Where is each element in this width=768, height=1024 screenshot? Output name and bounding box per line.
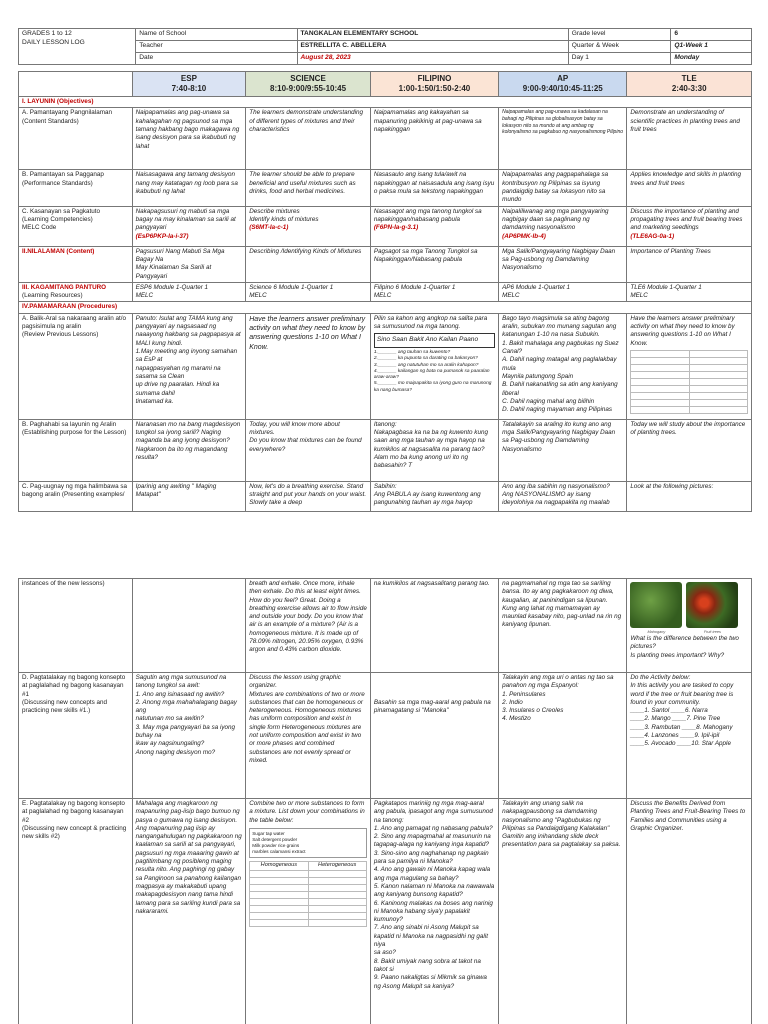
row-label-pagugnay: C. Pag-uugnay ng mga halimbawa sa bagong aralin (Presenting examples/	[19, 481, 133, 511]
cell-balik-ap: Bago tayo magsimula sa ating bagong aralin, subukan mo munang sagutan ang katanungan 1-10 na nasa Subukin. 1. Bakit mahalaga ang pagbukas ng Suez Canal? A. Dahil naging matagal ang paglalakbay mula Maynila patungong Spain B. Dahil nakanatling sa atin ang kaniyang liberal C. Dahil naging mahal ang bilihin D. Dahil naging mayaman ang Pilipinas	[499, 313, 627, 419]
cell-e-sci: Combine two or more substances to form a mixture. List down your combinations in the table below: Sugar tap water Salt detergent powder Milk powder rice grains marbles calamansi extract Homogeneous Heterogeneous	[246, 799, 371, 1024]
cell-b-sci: The learner should be able to prepare beneficial and useful mixtures such as drinks, food and herbal medicines.	[246, 170, 371, 206]
header-table	[18, 28, 752, 65]
mahogany-tree-image	[630, 582, 682, 628]
cell-nil-tle: Importance of Planting Trees	[627, 246, 752, 282]
cell-balik-fil: Pilin sa kahon ang angkop na salita para sa sumusunod na mga tanong. Sino Saan Bakit Ano Kailan Paano 1._______ ang tauhan sa kuwento? 2._______ ka pupunta sa darating na bakasyon? 3._______ ang natutuhan mo sa aralin kahapon? 4._______ kailangan ng bata na pumasok sa paaralan araw-araw? 5._______ mo maipapakita sa iyong guro na marunong ka nang bumasa?	[370, 313, 498, 419]
day-value: Monday	[671, 53, 752, 65]
cell-a-tle: Demonstrate an understanding of scientific practices in planting trees and fruit trees	[627, 108, 752, 170]
cell-ugn-esp-cont	[132, 579, 246, 673]
cell-kag-ap: AP6 Module 1-Quartet 1 MELC	[499, 282, 627, 302]
mixture-table: Homogeneous Heterogeneous	[249, 861, 367, 926]
cell-b-fil: Nasasaulo ang isang tula/awit na napakinggan at naisasadula ang isang isyu o paksa mula sa tekstong napakinggan	[370, 170, 498, 206]
fruit-tree-image	[686, 582, 738, 628]
cell-b-ap: Naipapamalas ang pagpapahalaga sa kontribusyon ng Pilipinas sa isyung pandaigdig batay sa lokasyon nito sa mundo	[499, 170, 627, 206]
row-label-d: D. Pagtatalakay ng bagong konsepto at paglalahad ng bagong kasanayan #1 (Discussing new concepts and practicing new skills #1.)	[19, 673, 133, 799]
subject-filipino: FILIPINO 1:00-1:50/1:50-2:40	[370, 72, 498, 97]
quarter-label: Quarter & Week	[568, 41, 671, 53]
cell-ugn-tle-cont: Mahogany Fruit trees What is the difference between the two pictures? Is planting trees important? Why?	[627, 579, 752, 673]
row-label-a: A. Pamantayang Pangnilalaman (Content Standards)	[19, 108, 133, 170]
cell-c-esp: Nakapagsusuri ng mabuti sa mga bagay na may kinalaman sa sarili at pangyayari (EsP6PKP-Ia-i-37)	[132, 206, 246, 246]
cell-e-tle: Discuss the Benefits Derived from Planting Trees and Fruit-Bearing Trees to Families and Communities using a Graphic Organizer.	[627, 799, 752, 1024]
cell-kag-tle: TLE6 Module 1-Quarter 1 MELC	[627, 282, 752, 302]
subject-science: SCIENCE 8:10-9:00/9:55-10:45	[246, 72, 371, 97]
cell-c-tle: Discuss the importance of planting and propagating trees and fruit bearing trees and marketing seedlings (TLE6AG-0a-1)	[627, 206, 752, 246]
what-i-know-table	[630, 350, 748, 414]
subject-esp: ESP 7:40-8:10	[132, 72, 246, 97]
cell-c-fil: Nasasagot ang mga tanong tungkol sa napakinggan/nabasang pabula (F6PN-Ia-g-3.1)	[370, 206, 498, 246]
cell-ugn-sci: Now, let's do a breathing exercise. Stand straight and put your hands on your waist. Slowly take a deep	[246, 481, 371, 511]
log-title: GRADES 1 to 12 DAILY LESSON LOG	[19, 29, 136, 65]
teacher-label: Teacher	[136, 41, 297, 53]
cell-a-ap: Naipapamalas ang pag-unawa sa kadalasan na bahagi ng Pilipinas sa globalisasyon batay sa lokasyon nito sa mundo at ang ambag ng kolonyalismo sa pagkabuo ng nasyonalismong Pilipino	[499, 108, 627, 170]
date-label: Date	[136, 53, 297, 65]
cell-nil-ap: Mga Salik/Pangyayaring Nagbigay Daan sa Pag-usbong ng Damdaming Nasyonalismo	[499, 246, 627, 282]
row-label-balik: A. Balik-Aral sa nakaraang aralin at/o pagsisimula ng aralin (Review Previous Lessons)	[19, 313, 133, 419]
cell-d-ap: Talakayin ang mga uri o antas ng tao sa panahon ng mga Espanyol: 1. Peninsulares 2. Indio 3. Insulares o Creoles 4. Mestizo	[499, 673, 627, 799]
grade-label: Grade level	[568, 29, 671, 41]
blank-corner	[19, 72, 133, 97]
cell-nil-esp: Pagsusuri Nang Mabuti Sa Mga Bagay Na May Kinalaman Sa Sarili at Pangyayari	[132, 246, 246, 282]
cell-ugn-ap: Ano ang iba sabihin ng nasyonalismo? Ang NASYONALISMO ay isang ideyolohiya na nagpapakita ng maalab	[499, 481, 627, 511]
cell-pag-ap: Tatalakayin sa araling ito kung ano ang mga Salik/Pangyayaring Nagbigay Daan sa Pag-usbong ng Damdaming Nasyonalismo	[499, 419, 627, 481]
cell-a-sci: The learners demonstrate understanding of different types of mixtures and their characteristics	[246, 108, 371, 170]
fil-questions: 1._______ ang tauhan sa kuwento? 2._______ ka pupunta sa darating na bakasyon? 3._______ ang natutuhan mo sa aralin kahapon? 4._______ kailangan ng bata na pumasok sa paaralan araw-araw? 5._______ mo maipapakita sa iyong guro na marunong ka nang bumasa?	[373, 350, 492, 393]
cell-e-fil: Pagkatapos mariniig ng mga mag-aaral ang pabula, ipasagot ang mga sumusunod na tanong: 1. Ano ang pamagat ng nabasang pabula? 2. Sino ang mapagmahal at masunurin na tagapag-alaga ng kaniyang inga kapatid? 3. Sino-sino ang naghahanap ng pagkain para sa pamilya ni Manoka? 4. Ano ang gawain ni Manoka kapag wala ang mga magulang sa bahay? 5. Kanon nalaman ni Manoka na nawawala ang kaniyang bunsong kapatid? 6. Kaninong malakas na boses ang narinig ni Manoka habang siya'y papalakit kumunoy? 7. Ano ang sinabi ni Asong Malupit sa kapatid ni Manoka na nagpasidhi ng galit niya sa aso? 8. Bakit umiyak nang sobra at takot na takot si 9. Paano nakaligtas si Mikmik sa ginawa ng Asong Malupit sa kaniya?	[370, 799, 498, 1024]
cell-ugn-sci-cont: breath and exhale. Once more, inhale then exhale. Do this at least eight times. How do you feel? Great. Doing a breathing exercise allows air to flow inside and outside your body. Do you know that air is an example of a mixture? (Air is a homogeneous mixture. It is made up of 78.09% nitrogen, 20.95% oxygen, 0.93% argon and 0.43% carbon dioxide.	[246, 579, 371, 673]
cell-kag-fil: Filipino 6 Module 1-Quarter 1 MELC	[370, 282, 498, 302]
cell-b-tle: Applies knowledge and skills in planting trees and fruit trees	[627, 170, 752, 206]
cell-ugn-fil: Sabihin: Ang PABULA ay isang kuwentong ang pangunahing tauhan ay mga hayop	[370, 481, 498, 511]
row-label-kagamitang: III. KAGAMITANG PANTURO (Learning Resources)	[19, 282, 133, 302]
cell-kag-sci: Science 6 Module 1-Quarter 1 MELC	[246, 282, 371, 302]
cell-a-fil: Naipamamalas ang kakayahan sa mapanuring pakikinig at pag-unawa sa napakinggan	[370, 108, 498, 170]
cell-balik-tle: Have the learners answer preliminary activity on what they need to know by answering questions 1-10 on What I Know.	[627, 313, 752, 419]
section-layunin: I. LAYUNIN (Objectives)	[19, 97, 752, 108]
cell-d-tle: Do the Activity below: In this activity you are tasked to copy word if the tree or fruit bearing tree is found in your community. ____1. Santol ____6. Narra ____2. Mango ____7. Pine Tree ____3. Rambutan ____8. Mahogany ____4. Lanzones ____9. Ipil-ipil ____5. Avocado ____10. Star Apple	[627, 673, 752, 799]
cell-pag-tle: Today we will study about the importance of planting trees.	[627, 419, 752, 481]
cell-a-esp: Naipapamalas ang pag-unawa sa kahalagahan ng pagsunod sa mga tamang hakbang bago makagawa ng isang desisyon para sa ikabubuti ng lahat	[132, 108, 246, 170]
cell-b-esp: Naisasagawa ang tamang desisyon nang may katatagan ng loob para sa ikabubuti ng lahat	[132, 170, 246, 206]
cell-d-fil: Basahin sa mga mag-aaral ang pabula na pinamagatang si "Manoka"	[370, 673, 498, 799]
substance-list-box: Sugar tap water Salt detergent powder Milk powder rice grains marbles calamansi extract	[249, 828, 367, 858]
subject-tle: TLE 2:40-3:30	[627, 72, 752, 97]
school-label: Name of School	[136, 29, 297, 41]
date-value: August 28, 2023	[297, 53, 568, 65]
row-label-pagugnay-cont: instances of the new lessons)	[19, 579, 133, 673]
section-pamamaraan: IV.PAMAMARAAN (Procedures)	[19, 302, 752, 313]
cell-pag-fil: Itanong: Nakapagbasa ka na ba ng kuwento kung saan ang mga tauhan ay mga hayop na kumikilos at nagsasalita na parang tao? Alam mo ba kung anong uri ito ng babasahin? T	[370, 419, 498, 481]
lesson-log-page-2	[18, 578, 752, 1024]
cell-d-esp: Sagutin ang mga sumusunod na tanong tungkol sa awit: 1. Ano ang isinasaad ng awitin? 2. Anong mga mahahalagang bagay ang natutunan mo sa awitin? 3. May mga pangyayari ba sa iyong buhay na ikaw ay nagsinungaling? Anong naging desisyon mo?	[132, 673, 246, 799]
lesson-log-page-1	[18, 28, 752, 558]
cell-e-esp: Mahalaga ang magkaroon ng mapanuring pag-iisip bago bumuo ng pasya o gumawa ng isang desisyon. Ang mapanuring pag iisip ay nangangahulugan ng pagkakaroon ng kaalaman sa sarili at sa pangyayari, pagsusuri ng mga maaaring gawin at pagtitimbang ng posibleng maging resulta nito. Ang paghingi ng gabay sa Panginoon sa panahong kailangan magpasya ay makakabuti upang makapagdesisyon nang tama hindi lamang para sa sariling kundi para sa nakararami.	[132, 799, 246, 1024]
cell-balik-esp: Panuto: Isulat ang TAMA kung ang pangyayari ay nagsasaad ng naaayong hakbang sa pagpapasya at MALI kung hindi. 1.May meeting ang inyong samahan sa EsP at napagpasyahan ng marami na sasama sa Clean up drive ng paaralan. Hindi ka sumama dahil tinatamad ka.	[132, 313, 246, 419]
cell-c-ap: Naipaliliwanag ang mga pangyayaring nagbigay daan sa paglinang ng damdaming nasyonalismo (AP6PMK-Ib-4)	[499, 206, 627, 246]
cell-pag-esp: Naranasan mo na bang magdesisyon tungkol sa iyong sarili? Naging maganda ba ang iyong desisyon? Nagkaroon ba ito ng magandang resulta?	[132, 419, 246, 481]
cell-pag-sci: Today, you will know more about mixtures. Do you know that mixtures can be found everywhere?	[246, 419, 371, 481]
cell-ugn-tle: Look at the following pictures:	[627, 481, 752, 511]
lesson-table	[18, 71, 752, 512]
tree-caption-2: Fruit trees	[703, 630, 721, 634]
lesson-table-continued	[18, 578, 752, 1024]
tree-caption-1: Mahogany	[647, 630, 666, 634]
grade-value: 6	[671, 29, 752, 41]
cell-ugn-fil-cont: na kumikilos at nagsasalitang parang tao.	[370, 579, 498, 673]
day-label: Day 1	[568, 53, 671, 65]
subject-ap: AP 9:00-9:40/10:45-11:25	[499, 72, 627, 97]
cell-ugn-esp: Iparinig ang awiting " Maging Matapat"	[132, 481, 246, 511]
word-box: Sino Saan Bakit Ano Kailan Paano	[374, 333, 495, 348]
cell-nil-sci: Describing /Identifying Kinds of Mixtures	[246, 246, 371, 282]
row-label-nilalaman: II.NILALAMAN (Content)	[19, 246, 133, 282]
cell-kag-esp: ESP6 Module 1-Quarter 1 MELC	[132, 282, 246, 302]
quarter-value: Q1-Week 1	[671, 41, 752, 53]
row-label-b: B. Pamantayan sa Pagganap (Performance Standards)	[19, 170, 133, 206]
cell-d-sci: Discuss the lesson using graphic organizer. Mixtures are combinations of two or more substances that can be homogeneous or heterogeneous. Homogeneous mixtures has uniform composition and exist in single form Heterogeneous mixtures are not uniform composition and exist in two or more phases and combined substances are not evenly spread or mixed.	[246, 673, 371, 799]
row-label-c: C. Kasanayan sa Pagkatuto (Learning Competencies) MELC Code	[19, 206, 133, 246]
row-label-paghahabi: B. Paghahabi sa layunin ng Aralin (Establishing purpose for the Lesson)	[19, 419, 133, 481]
cell-e-ap: Talakayin ang unang salik na nakapagpausbong sa damdaming nasyonalismo ang "Pagbubukas ng Pilipinas sa Pandaigdigang Kalakalan" Gamitin ang inihandang slide deck presentation para sa pagtalakay sa paksa.	[499, 799, 627, 1024]
teacher-value: ESTRELLITA C. ABELLERA	[297, 41, 568, 53]
cell-balik-sci: Have the learners answer preliminary activity on what they need to know by answering questions 1-10 on What I Know.	[246, 313, 371, 419]
cell-c-sci: Describe mixtures Identify kinds of mixtures (S6MT-Ia-c-1)	[246, 206, 371, 246]
cell-ugn-ap-cont: na pagmamahal ng mga tao sa sariling bansa. Ito ay ang pagkakaroon ng diwa, kaugalian, at paninindigan sa lipunan. Kung ang lahat ng mamamayan ay maunlad kasabay nito, pag-unlad na rin ng kaniyang lipunan.	[499, 579, 627, 673]
school-value: TANGKALAN ELEMENTARY SCHOOL	[297, 29, 568, 41]
cell-nil-fil: Pagsagot sa mga Tanong Tungkol sa Napakinggan/Nabasang pabula	[370, 246, 498, 282]
row-label-e: E. Pagtatalakay ng bagong konsepto at paglalahad ng bagong kasanayan #2 (Discussing new concept & practicing new skills #2)	[19, 799, 133, 1024]
